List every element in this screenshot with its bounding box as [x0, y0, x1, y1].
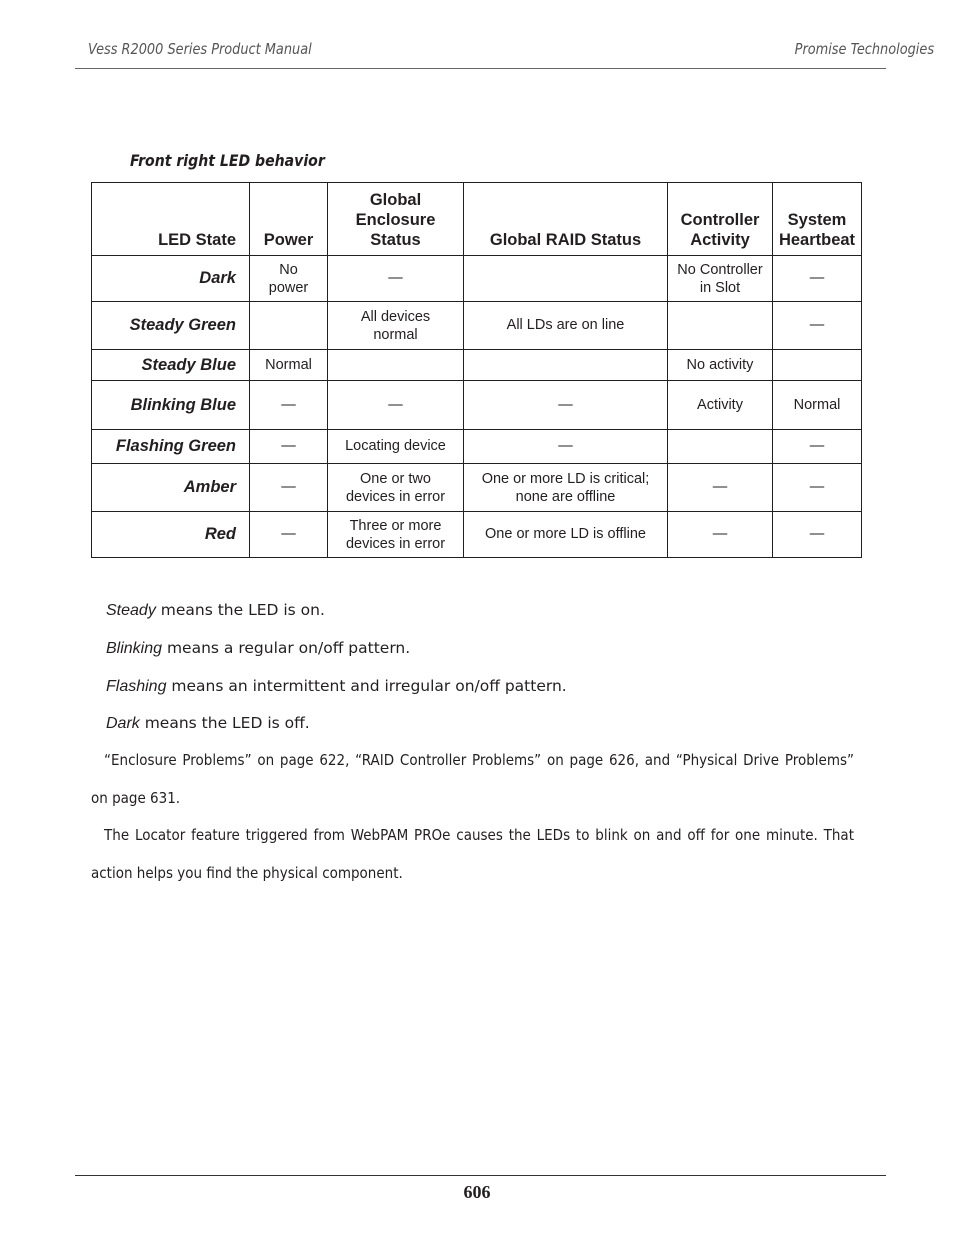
power-cell — [250, 256, 328, 302]
table-row — [92, 302, 862, 350]
footer-rule — [75, 1175, 886, 1176]
header-rule — [75, 68, 886, 69]
raid-status-cell — [464, 350, 668, 381]
header-line: Controller — [680, 211, 760, 229]
col-header-global-raid-status: Global RAID Status — [464, 183, 668, 256]
locator-line-1 — [91, 826, 854, 844]
led-state-cell: Steady Green — [92, 302, 250, 350]
cell-line: Three or more — [349, 517, 442, 534]
power-cell: — — [250, 464, 328, 512]
led-state-cell: Steady Blue — [92, 350, 250, 381]
cell-line: No — [279, 261, 298, 278]
cell-line: normal — [373, 326, 418, 343]
col-header-led-state: LED State — [92, 183, 250, 256]
header-line: Heartbeat — [778, 231, 856, 249]
cell-line: none are offline — [515, 488, 616, 505]
heartbeat-cell: — — [773, 512, 862, 558]
definition-dark — [91, 714, 854, 733]
definition-flashing — [91, 677, 854, 696]
table-caption: Front right LED behavior — [130, 151, 325, 170]
definition-term: Blinking — [106, 640, 163, 657]
raid-status-cell: All LDs are on line — [464, 302, 668, 350]
definition-term: Steady — [106, 602, 156, 619]
definition-text: means a regular on/off pattern. — [162, 639, 411, 657]
header-line: Status — [370, 231, 421, 249]
header-line: Global — [369, 191, 422, 209]
table-row — [92, 430, 862, 464]
cell-line: devices in error — [345, 488, 446, 505]
header-company: Promise Technologies — [794, 40, 934, 58]
heartbeat-cell: Normal — [773, 381, 862, 430]
definition-text: means the LED is on. — [155, 601, 325, 619]
led-state-cell: Red — [92, 512, 250, 558]
enclosure-status-cell: — — [328, 256, 464, 302]
col-header-global-enclosure-status — [328, 183, 464, 256]
cell-line: One or two — [360, 470, 431, 487]
header-line: Enclosure — [355, 211, 436, 229]
table-row — [92, 256, 862, 302]
table-row — [92, 381, 862, 430]
table-header-row — [92, 183, 862, 256]
cell-line: All devices — [360, 308, 431, 325]
raid-status-cell — [464, 256, 668, 302]
enclosure-status-cell — [328, 302, 464, 350]
power-cell: — — [250, 381, 328, 430]
cell-line: devices in error — [345, 535, 446, 552]
col-header-power: Power — [250, 183, 328, 256]
table-row — [92, 350, 862, 381]
led-behavior-table — [91, 182, 862, 558]
controller-activity-cell: Activity — [668, 381, 773, 430]
table-row — [92, 512, 862, 558]
raid-status-cell — [464, 464, 668, 512]
controller-activity-cell: — — [668, 464, 773, 512]
power-cell — [250, 302, 328, 350]
controller-activity-cell: — — [668, 512, 773, 558]
power-cell: — — [250, 430, 328, 464]
raid-status-cell: One or more LD is offline — [464, 512, 668, 558]
table-row — [92, 464, 862, 512]
definition-text: means an intermittent and irregular on/off pattern. — [166, 677, 567, 695]
power-cell: Normal — [250, 350, 328, 381]
references-line-2: on page 631. — [91, 789, 181, 807]
heartbeat-cell: — — [773, 430, 862, 464]
enclosure-status-cell: Locating device — [328, 430, 464, 464]
heartbeat-cell — [773, 350, 862, 381]
locator-text: The Locator feature triggered from WebPAM PROe causes the LEDs to blink on and off for one minute. That — [104, 826, 854, 844]
enclosure-status-cell — [328, 512, 464, 558]
cell-line: No Controller — [677, 261, 763, 278]
heartbeat-cell: — — [773, 256, 862, 302]
heartbeat-cell: — — [773, 302, 862, 350]
controller-activity-cell — [668, 302, 773, 350]
references-text: “Enclosure Problems” on page 622, “RAID Controller Problems” on page 626, and “Physical Drive Problems” — [104, 751, 854, 769]
header-line: System — [787, 211, 847, 229]
led-state-cell: Dark — [92, 256, 250, 302]
controller-activity-cell — [668, 430, 773, 464]
cell-line: One or more LD is critical; — [481, 470, 650, 487]
controller-activity-cell — [668, 256, 773, 302]
col-header-system-heartbeat — [773, 183, 862, 256]
raid-status-cell: — — [464, 381, 668, 430]
led-state-cell: Amber — [92, 464, 250, 512]
cell-line: in Slot — [699, 279, 741, 296]
enclosure-status-cell: — — [328, 381, 464, 430]
locator-line-2: action helps you find the physical component. — [91, 864, 403, 882]
heartbeat-cell: — — [773, 464, 862, 512]
raid-status-cell: — — [464, 430, 668, 464]
header-manual-title: Vess R2000 Series Product Manual — [88, 40, 312, 58]
enclosure-status-cell — [328, 350, 464, 381]
definition-text: means the LED is off. — [139, 714, 310, 732]
cell-line: power — [268, 279, 309, 296]
references-line-1 — [91, 751, 854, 769]
header-line: Activity — [690, 231, 750, 249]
definition-term: Dark — [106, 715, 140, 732]
led-state-cell: Blinking Blue — [92, 381, 250, 430]
led-state-cell: Flashing Green — [92, 430, 250, 464]
enclosure-status-cell — [328, 464, 464, 512]
power-cell: — — [250, 512, 328, 558]
definition-term: Flashing — [106, 678, 167, 695]
definition-blinking — [91, 639, 854, 658]
controller-activity-cell: No activity — [668, 350, 773, 381]
definition-steady — [91, 601, 854, 620]
col-header-controller-activity — [668, 183, 773, 256]
page-number: 606 — [463, 1182, 491, 1202]
